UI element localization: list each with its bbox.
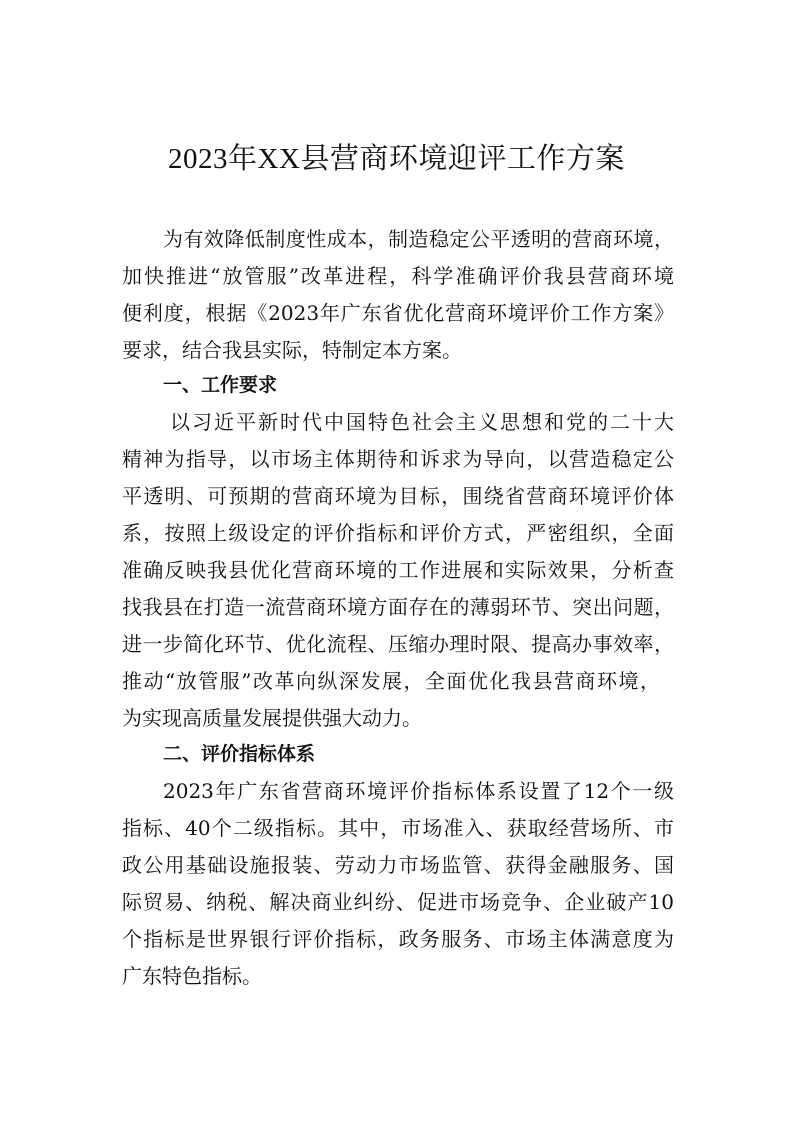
paragraph-line: 为有效降低制度性成本，制造稳定公平透明的营商环境， [163, 227, 674, 251]
paragraph-line: 为实现高质量发展提供强大动力。 [122, 706, 422, 730]
paragraph-line: 系，按照上级设定的评价指标和评价方式，严密组织，全面 [122, 521, 674, 545]
paragraph-line: 平透明、可预期的营商环境为目标，围绕省营商环境评价体 [122, 484, 674, 508]
paragraph-line: 找我县在打造一流营商环境方面存在的薄弱环节、突出问题， [122, 595, 674, 619]
paragraph-line: 广东特色指标。 [122, 964, 262, 988]
paragraph-line: 2023年广东省营商环境评价指标体系设置了12个一级 [163, 779, 674, 803]
paragraph-line: 推动“放管服”改革向纵深发展，全面优化我县营商环境， [122, 669, 660, 693]
section-heading-evaluation-indicators: 二、评价指标体系 [163, 743, 316, 765]
paragraph-line: 精神为指导，以市场主体期待和诉求为导向，以营造稳定公 [122, 447, 674, 471]
section-heading-work-requirements: 一、工作要求 [163, 374, 278, 396]
document-title: 2023年XX县营商环境迎评工作方案 [168, 143, 625, 175]
paragraph-line: 准确反映我县优化营商环境的工作进展和实际效果，分析查 [122, 558, 674, 582]
paragraph-line: 个指标是世界银行评价指标，政务服务、市场主体满意度为 [122, 927, 674, 951]
paragraph-line: 政公用基础设施报装、劳动力市场监管、获得金融服务、国 [122, 853, 674, 877]
paragraph-line: 便利度，根据《2023年广东省优化营商环境评价工作方案》 [122, 301, 674, 325]
paragraph-line: 要求，结合我县实际，特制定本方案。 [122, 338, 462, 362]
paragraph-line: 以习近平新时代中国特色社会主义思想和党的二十大 [170, 410, 674, 434]
paragraph-line: 际贸易、纳税、解决商业纠纷、促进市场竞争、企业破产10 [122, 890, 674, 914]
paragraph-line: 进一步简化环节、优化流程、压缩办理时限、提高办事效率， [122, 632, 674, 656]
paragraph-line: 指标、40个二级指标。其中，市场准入、获取经营场所、市 [122, 816, 674, 840]
paragraph-line: 加快推进“放管服”改革进程，科学准确评价我县营商环境 [122, 264, 674, 288]
